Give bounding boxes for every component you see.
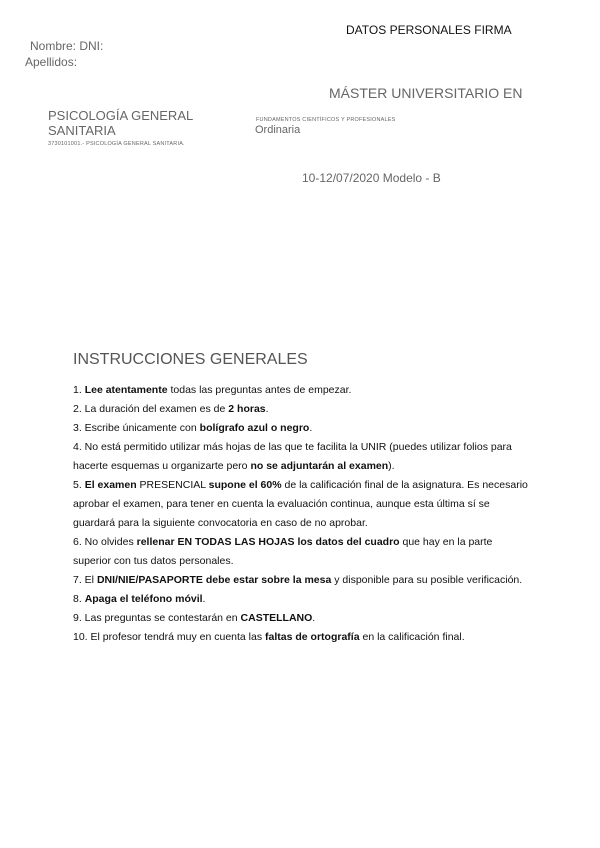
instruction-item: 5. El examen PRESENCIAL supone el 60% de la calificación final de la asignatura. Es necesario aprobar el examen, para tener en cuenta la evaluación continua, aunque esta última sí se guardará para la siguiente convocatoria en caso de no aprobar. (73, 479, 528, 529)
instruction-item: 7. El DNI/NIE/PASAPORTE debe estar sobre la mesa y disponible para su posible verificación. 8. Apaga el teléfono móvil. (73, 574, 523, 605)
instructions-list (73, 381, 533, 647)
instruction-emphasis: Lee atentamente (84, 384, 168, 396)
instruction-emphasis: DNI/NIE/PASAPORTE debe estar sobre la mesa (96, 574, 332, 586)
subject-title: PSICOLOGÍA GENERAL SANITARIA (48, 108, 193, 138)
exam-date-model: 10-12/07/2020 Modelo - B (302, 171, 441, 185)
session-type: Ordinaria (255, 124, 301, 136)
instruction-item: 10. El profesor tendrá muy en cuenta las faltas de ortografía en la calificación final. (73, 631, 465, 643)
surname-label: Apellidos: (25, 55, 78, 69)
instruction-emphasis: CASTELLANO (240, 612, 313, 624)
instruction-item: 1. Lee atentamente todas las preguntas antes de empezar. (73, 384, 352, 396)
instruction-emphasis: Apaga el teléfono móvil (84, 593, 203, 605)
instruction-emphasis: rellenar EN TODAS LAS HOJAS los datos del cuadro (136, 536, 400, 548)
master-title: MÁSTER UNIVERSITARIO EN (329, 85, 523, 101)
instruction-emphasis: no se adjuntarán al examen (250, 460, 389, 472)
instruction-emphasis: faltas de ortografía (265, 631, 360, 643)
instruction-item: 9. Las preguntas se contestarán en CASTELLANO. (73, 612, 316, 624)
instruction-emphasis: bolígrafo azul o negro (199, 422, 310, 434)
instruction-item: 2. La duración del examen es de 2 horas. (73, 403, 269, 415)
module-name: FUNDAMENTOS CIENTÍFICOS Y PROFESIONALES (256, 117, 396, 123)
instructions-title: INSTRUCCIONES GENERALES (73, 351, 308, 368)
personal-data-title: DATOS PERSONALES FIRMA (346, 23, 512, 37)
instruction-emphasis: El examen (84, 479, 137, 491)
instruction-item: 6. No olvides rellenar EN TODAS LAS HOJAS los datos del cuadro que hay en la parte superior con tus datos personales. (73, 536, 493, 567)
name-dni-label: Nombre: DNI: (30, 39, 104, 53)
instruction-emphasis: supone el 60% (208, 479, 282, 491)
instruction-item: 4. No está permitido utilizar más hojas de las que te facilita la UNIR (puedes utilizar folios para hacerte esquemas u organizarte pero no se adjuntarán al examen). (73, 441, 512, 472)
instruction-emphasis: 2 horas (228, 403, 266, 415)
instruction-item: 3. Escribe únicamente con bolígrafo azul o negro. (73, 422, 313, 434)
subject-code: 3730101001.- PSICOLOGÍA GENERAL SANITARIA. (48, 141, 185, 147)
